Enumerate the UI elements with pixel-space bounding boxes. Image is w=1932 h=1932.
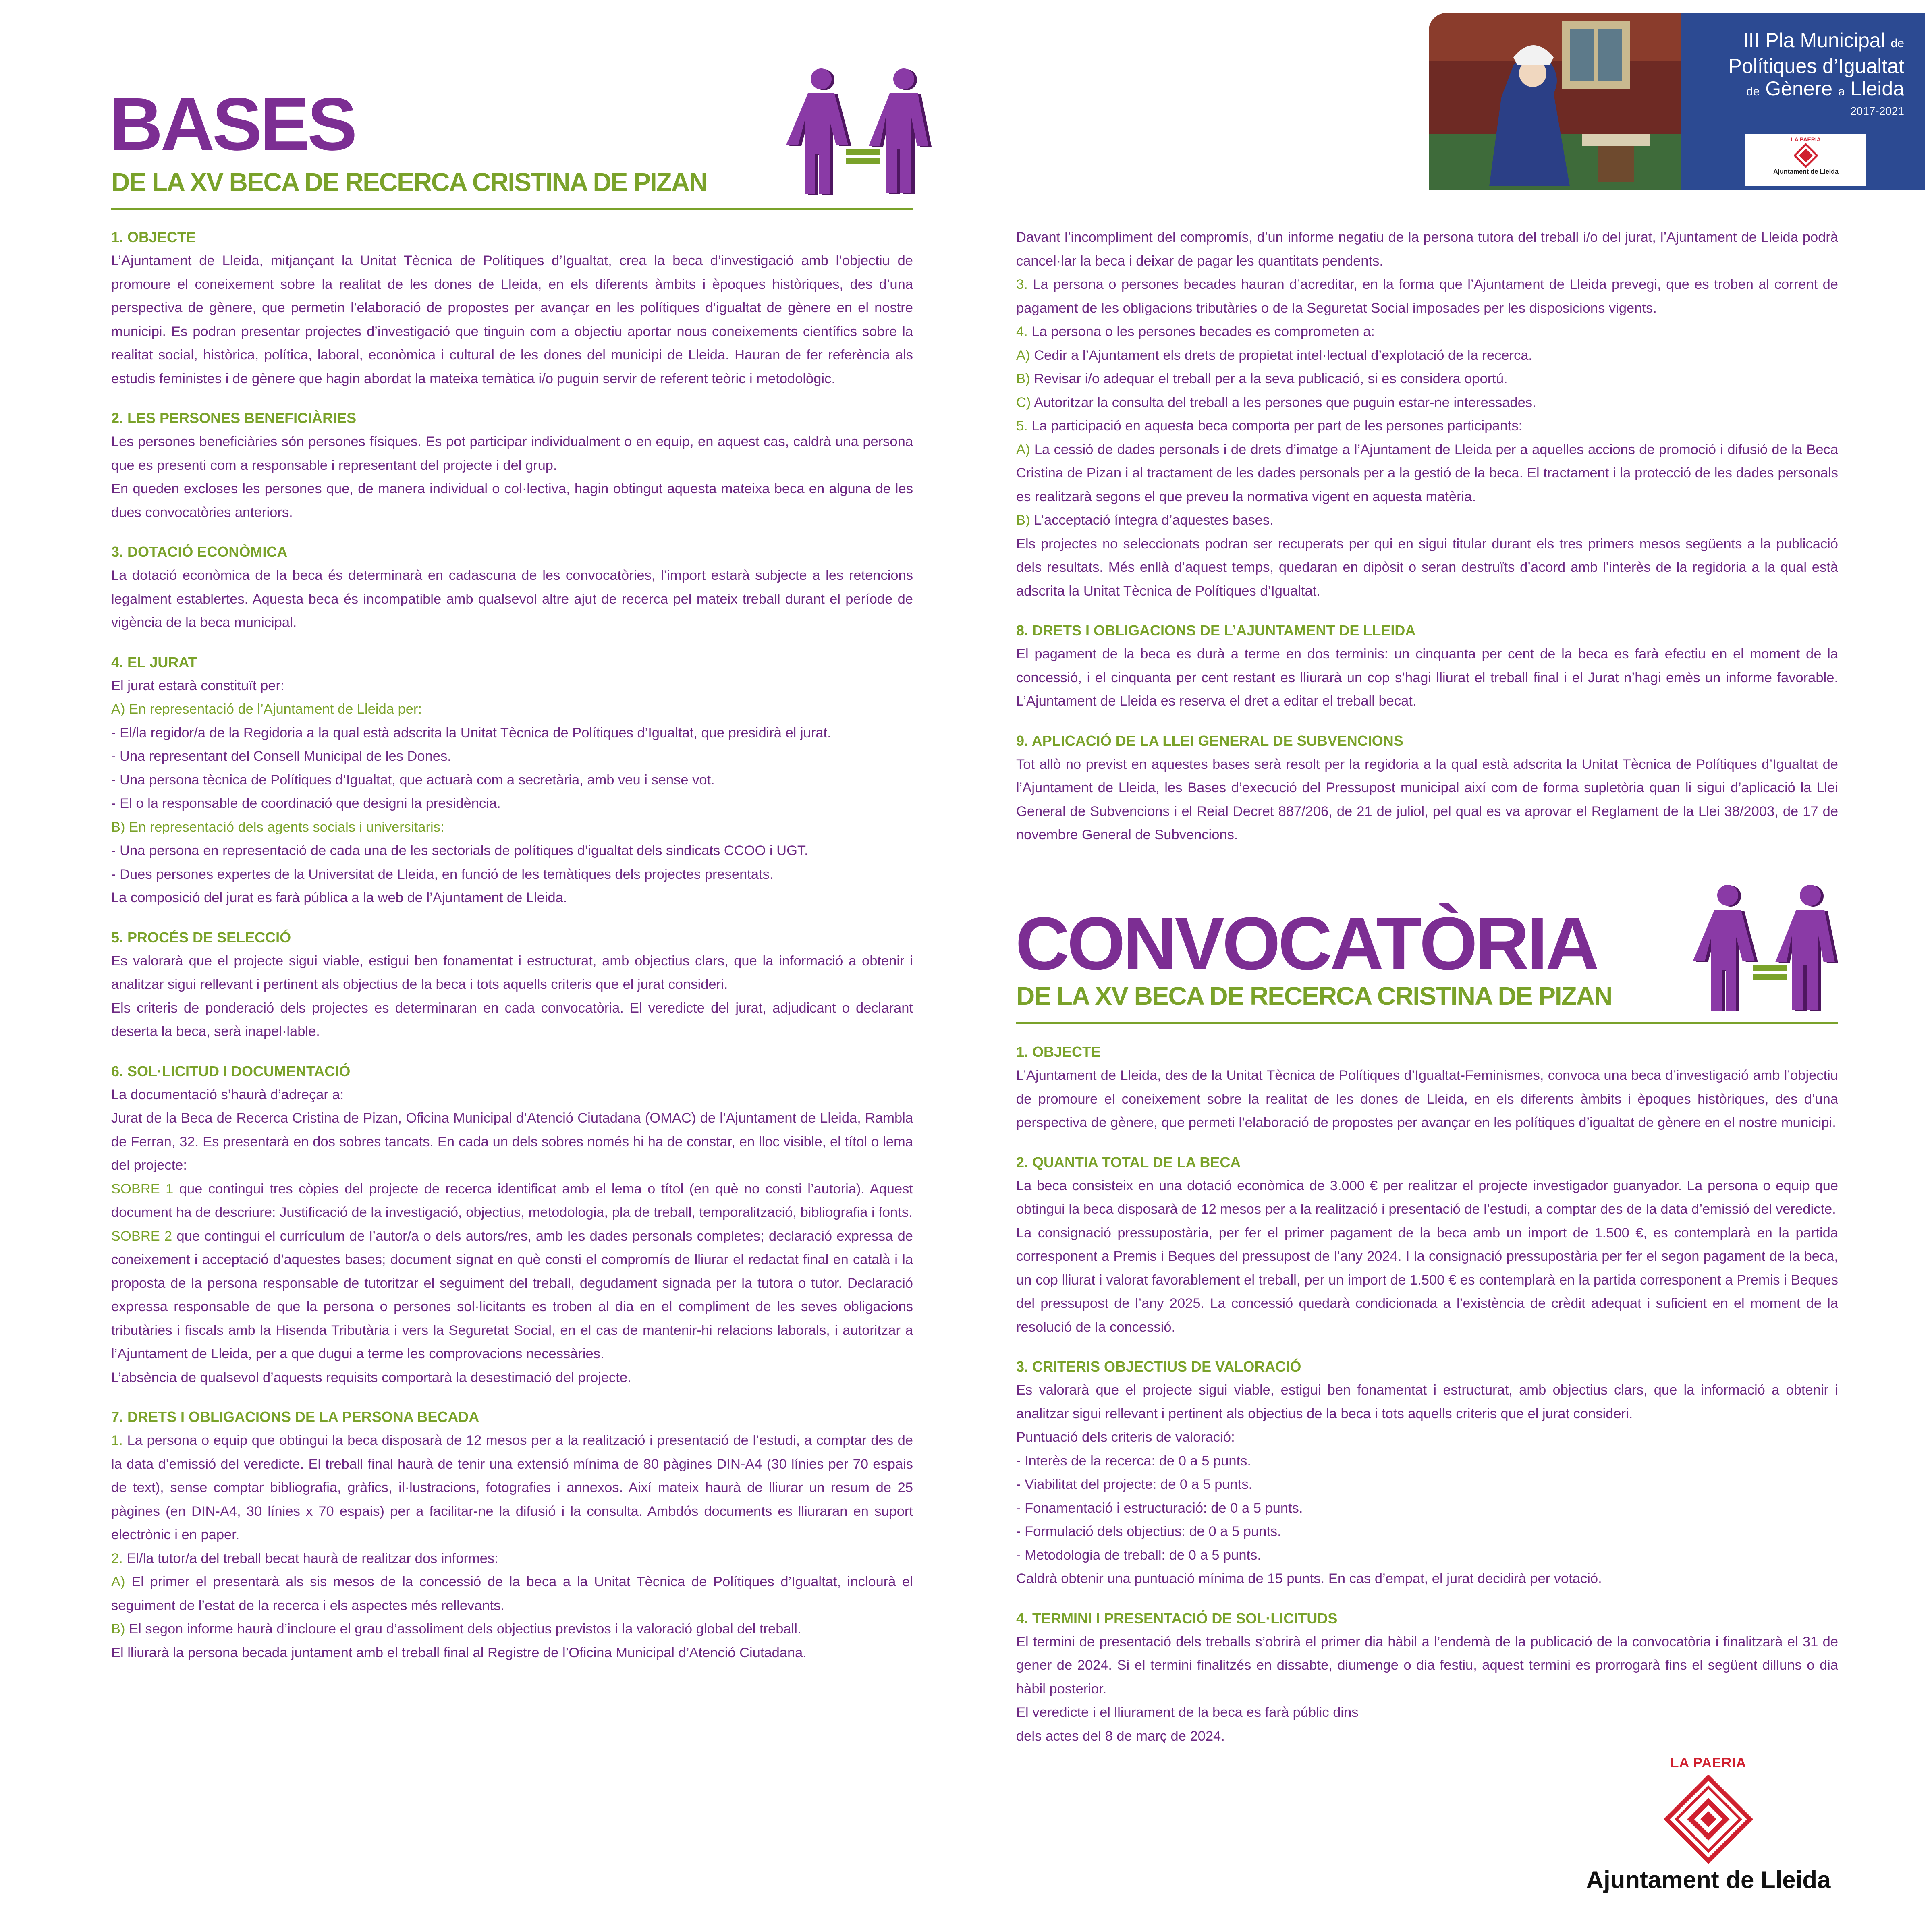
section-text [1016,320,1838,344]
section-text [1016,367,1838,391]
section-drets-becada-cont [1016,226,1838,603]
list-item: - Interès de la recerca: de 0 a 5 punts. [1016,1453,1251,1469]
item-text: La cessió de dades personals i de drets d’imatge a l’Ajuntament de Lleida per a aquelles accions de promoció i difusió de la Beca Cristina de Pizan i al tractament de les dades personals per a la gestió de la beca. El tractament i la protecció de les dades personals es realitzarà segons el que preveu la normativa vigent en aquesta matèria. [1016,442,1838,504]
banner-line3-prefix: de [1746,85,1760,98]
list-item: - El o la responsable de coordinació que designi la presidència. [111,796,501,811]
section-text: Puntuació dels criteris de valoració: [1016,1430,1235,1445]
section-text [1016,508,1838,532]
section-text: En queden excloses les persones que, de manera individual o col·lectiva, hagin obtingut aquesta mateixa beca en alguna de les dues convocatòries anteriors. [111,481,913,520]
section-text: L’Ajuntament de Lleida, des de la Unitat Tècnica de Polítiques d’Igualtat-Feminismes, convoca una beca d’investigació amb l’objectiu de promoure el coneixement sobre la realitat de les dones de Lleida, en els diferents àmbits i èpoques històriques, des d’una perspectiva de gènere, que permeti l’elaboració de propostes per avançar en les polítiques d’igualtat de gènere en el nostre municipi. [1016,1068,1838,1130]
section-text: El pagament de la beca es durà a terme en dos terminis: un cinquanta per cent de la beca es farà efectiu en el moment de la concessió, i el cinquanta per cent restant es lliurarà un cop s’hagi lliurat el treball final i el Jurat n’hagi emès un informe favorable. L’Ajuntament de Lleida es reserva el dret a editar el treball becat. [1016,646,1838,709]
item-text: La participació en aquesta beca comporta per part de les persones participants: [1027,418,1523,434]
gender-equality-icon [786,68,947,197]
item-letter: B) [111,1621,125,1637]
section-text: Davant l’incompliment del compromís, d’un informe negatiu de la persona tutora del treball i/o del jurat, l’Ajuntament de Lleida podrà cancel·lar la beca i deixar de pagar les quantitats pendents. [1016,230,1838,269]
section-text [1016,414,1838,438]
banner-logo-top: LA PAERIA [1791,136,1821,143]
item-letter: B) [1016,513,1030,528]
item-number: 5. [1016,418,1028,434]
list-item: - Una persona en representació de cada una de les sectorials de polítiques d’igualtat dels sindicats CCOO i UGT. [111,843,808,858]
item-letter: A) [1016,347,1030,363]
item-text: L’acceptació íntegra d’aquestes bases. [1030,513,1274,528]
convocatoria-title: CONVOCATÒRIA [1015,902,1597,986]
item-text: Cedir a l’Ajuntament els drets de propietat intel·lectual d’explotació de la recerca. [1030,347,1532,363]
sobre2-label: SOBRE 2 [111,1228,172,1244]
section-text: dels actes del 8 de març de 2024. [1016,1728,1225,1744]
section-proces-seleccio [111,926,913,1044]
item-text: El primer el presentarà als sis mesos de la concessió de la beca a la Unitat Tècnica de Polítiques d’Igualtat, inclourà el seguiment de l’estat de la recerca i els aspectes més rellevants. [111,1574,913,1613]
item-letter: A) [1016,442,1030,457]
bases-subtitle: DE LA XV BECA DE RECERCA CRISTINA DE PIZAN [111,168,707,197]
section-text: La dotació econòmica de la beca és determinarà en cadascuna de les convocatòries, l’import estarà subjecte a les retencions legalment establertes. Aquesta beca és incompatible amb qualsevol altre ajut de recerca pel mateix treball durant el període de vigència de la beca municipal. [111,568,913,630]
illustration-image [1429,13,1681,190]
section-text [111,1224,913,1366]
bases-divider [111,208,913,210]
banner-line1: III Pla Municipal [1743,29,1885,52]
section-text: El lliurarà la persona becada juntament amb el treball final al Registre de l’Oficina Municipal d’Atenció Ciutadana. [111,1645,807,1660]
list-item: - Fonamentació i estructuració: de 0 a 5 punts. [1016,1500,1303,1516]
list-item: - El/la regidor/a de la Regidoria a la qual està adscrita la Unitat Tècnica de Polítiques d’Igualtat, que presidirà el jurat. [111,725,831,741]
bases-right-column [1016,226,1838,863]
convocatoria-column [1016,1040,1838,1764]
sobre1-text: que contingui tres còpies del projecte de recerca identificat amb el lema o títol (en què no consti l’autoria). Aquest document ha de descriure: Justificació de la investigació, objectius, metodologia, pla de treball, temporalització, bibliografia i fonts. [111,1181,913,1220]
section-jurat [111,651,913,910]
section-llei-subvencions [1016,729,1838,847]
section-text: Els projectes no seleccionats podran ser recuperats per qui en sigui titular durant els tres primers mesos següents a la publicació dels resultats. Més enllà d’aquest temps, quedaran en dipòsit o seran destruïts d’acord amb l’interès de la regidoria a la qual està adscrita la Unitat Tècnica de Polítiques d’Igualtat. [1016,536,1838,599]
section-text: Jurat de la Beca de Recerca Cristina de Pizan, Oficina Municipal d’Atenció Ciutadana (OMAC) de l’Ajuntament de Lleida, Rambla de Ferran, 32. Es presentarà en dos sobres tancats. En cada un dels sobres només hi ha de constar, en lloc visible, el títol o lema del projecte: [111,1110,913,1173]
item-number: 1. [111,1433,123,1448]
section-text: Tot allò no previst en aquestes bases serà resolt per la regidoria a la qual està adscrita la Unitat Tècnica de Polítiques d’Igualtat de l’Ajuntament de Lleida, les Bases d’execució del Pressupost municipal així com de forma supletòria quan li sigui d’aplicació la Llei General de Subvencions i el Reial Decret 887/206, de 21 de juliol, pel qual es va aprovar el Reglament de la Llei 38/2003, de 17 de novembre General de Subvencions. [1016,756,1838,843]
equals-icon [1753,965,1787,980]
item-number: 2. [111,1550,123,1566]
banner-text-panel [1681,13,1925,190]
section-text: La consignació pressupostària, per fer el primer pagament de la beca amb un import de 1.500 €, es contemplarà en la partida corresponent a Premis i Beques del pressupost de l’any 2024. I la consignació pressupostària per fer el segon pagament de la beca, un cop lliurat i valorat favorablement el treball, per un import de 1.500 € es contemplarà en la partida corresponent a Premis i Beques del pressupost de l’any 2025. La concessió quedarà condicionada a l’existència de crèdit adequat i suficient en el moment de la resolució de la concessió. [1016,1225,1838,1335]
bases-left-column [111,226,913,1681]
convocatoria-divider [1016,1022,1838,1024]
pla-municipal-banner [1429,13,1925,190]
section-text: Es valorarà que el projecte sigui viable, estigui ben fonamentat i estructurat, amb objectius clars, que la informació a obtenir i analitzar sigui rellevant i pertinent als objectius de la beca i tots aquells criteris que el jurat consideri. [1016,1382,1838,1422]
section-text [111,1177,913,1224]
item-letter: A) [111,1574,125,1590]
section-heading: 4. TERMINI I PRESENTACIÓ DE SOL·LICITUDS [1016,1610,1338,1627]
bases-title: BASES [109,83,355,166]
gender-equality-icon [1692,885,1853,1014]
paeria-shield-icon [1664,1775,1753,1864]
banner-logo-bottom: Ajuntament de Lleida [1773,168,1839,175]
equals-icon [846,149,880,164]
woman-figure-icon [786,68,851,195]
section-heading: 3. CRITERIS OBJECTIUS DE VALORACIÓ [1016,1358,1301,1375]
conv-section-quantia [1016,1151,1838,1339]
section-text [1016,391,1838,415]
item-number: 4. [1016,324,1028,339]
conv-section-criteris [1016,1355,1838,1591]
logo-ajuntament-name: Ajuntament de Lleida [1586,1866,1831,1893]
woman-figure-icon [1693,885,1758,1011]
section-heading: 7. DRETS I OBLIGACIONS DE LA PERSONA BECADA [111,1409,479,1425]
man-figure-icon [869,68,932,194]
sobre1-label: SOBRE 1 [111,1181,174,1197]
section-drets-ajuntament [1016,619,1838,713]
section-text: L’absència de qualsevol d’aquests requisits comportarà la desestimació del projecte. [111,1370,631,1385]
item-text: El/la tutor/a del treball becat haurà de realitzar dos informes: [122,1550,498,1566]
item-number: 3. [1016,277,1028,292]
conv-section-objecte [1016,1040,1838,1135]
subsection-label: A) En representació de l’Ajuntament de Lleida per: [111,701,422,717]
section-text: Les persones beneficiàries són persones físiques. Es pot participar individualment o en equip, en aquest cas, caldrà una persona que es presenti com a responsable i representant del projecte i del grup. [111,434,913,473]
banner-line3-word2: Lleida [1850,77,1904,100]
list-item: - Una persona tècnica de Polítiques d’Igualtat, que actuarà com a secretària, amb veu i sense vot. [111,772,715,788]
section-dotacio [111,540,913,635]
sobre2-text: que contingui el currículum de l’autor/a o dels autors/res, amb les dades personals completes; declaració expressa de coneixement i acceptació d’aquestes bases; document signat en què consti el compromís de lliurar el redactat final en català i la proposta de la persona responsable de tutoritzar el seguiment del treball, degudament signada per la tutora o tutor. Declaració expressa responsable de que la persona o persones sol·licitants es troben al dia en el compliment de les seves obligacions tributàries i fiscals amb la Hisenda Tributària i vers la Seguretat Social, en el cas de mantenir-hi relacions laborals, i autoritzar a l’Ajuntament de Lleida, per a que dugui a terme les comprovacions necessàries. [111,1228,913,1361]
section-heading: 2. LES PERSONES BENEFICIÀRIES [111,410,357,426]
item-text: Autoritzar la consulta del treball a les persones que puguin estar-ne interessades. [1031,394,1536,410]
list-item: - Una representant del Consell Municipal de les Dones. [111,749,451,764]
list-item: - Viabilitat del projecte: de 0 a 5 punts. [1016,1477,1253,1492]
man-figure-icon [1775,885,1838,1011]
paeria-shield-icon [1794,143,1818,168]
section-text: La beca consisteix en una dotació econòmica de 3.000 € per realitzar el projecte investigador guanyador. La persona o equip que obtingui la beca disposarà de 12 mesos per a la realització i presentació de l’estudi, a comptar des de la data d’emissió del veredicte. [1016,1178,1838,1217]
section-text [1016,344,1838,367]
list-item: - Metodologia de treball: de 0 a 5 punts. [1016,1547,1261,1563]
section-text: La composició del jurat es farà pública a la web de l’Ajuntament de Lleida. [111,890,567,905]
banner-line3-conj: a [1838,85,1845,98]
banner-years: 2017-2021 [1850,105,1904,117]
section-text [111,1429,913,1547]
section-text: Els criteris de ponderació dels projectes es determinaran en cada convocatòria. El veredicte del jurat, adjudicant o declarant deserta la beca, serà inapel·lable. [111,1000,913,1039]
section-text: L’Ajuntament de Lleida, mitjançant la Unitat Tècnica de Polítiques d’Igualtat, crea la beca d’investigació amb l’objectiu de promoure el coneixement sobre la realitat de les dones de Lleida, en els diferents àmbits i èpoques històriques, des d’una perspectiva de gènere, que permetin l’elaboració de propostes per avançar en les polítiques d’igualtat de gènere en el nostre municipi. Es podran presentar projectes d’investigació que tinguin com a objectiu aportar nous coneixements científics sobre la realitat social, històrica, política, laboral, econòmica i cultural de les dones del municipi de Lleida. Hauran de fer referència als estudis feministes i de gènere que hagin abordat la mateixa temàtica i/o puguin servir de referent teòric i metodològic. [111,253,913,386]
section-heading: 8. DRETS I OBLIGACIONS DE L’AJUNTAMENT DE LLEIDA [1016,622,1416,639]
section-heading: 6. SOL·LICITUD I DOCUMENTACIÓ [111,1062,351,1079]
conv-section-termini [1016,1607,1838,1748]
section-text: Caldrà obtenir una puntuació mínima de 15 punts. En cas d’empat, el jurat decidirà per votació. [1016,1571,1602,1586]
section-text: El jurat estarà constituït per: [111,678,284,693]
section-text [1016,438,1838,509]
section-text [111,1547,913,1571]
list-item: - Formulació dels objectius: de 0 a 5 punts. [1016,1524,1281,1539]
section-text: El veredicte i el lliurament de la beca es farà públic dins [1016,1705,1359,1720]
section-heading: 4. EL JURAT [111,654,197,670]
item-text: La persona o les persones becades es comprometen a: [1027,324,1375,339]
item-text: El segon informe haurà d’incloure el grau d’assoliment dels objectius previstos i la valoració global del treball. [125,1621,801,1637]
section-heading: 3. DOTACIÓ ECONÒMICA [111,544,288,560]
banner-line3-word1: Gènere [1765,77,1833,100]
list-item: - Dues persones expertes de la Universitat de Lleida, en funció de les temàtiques dels projectes presentats. [111,866,774,882]
item-text: La persona o persones becades hauran d’acreditar, en la forma que l’Ajuntament de Lleida prevegi, que es troben al corrent de pagament de les obligacions tributàries o de la Seguretat Social imposades per les disposicions vigents. [1016,277,1838,316]
banner-line1-suffix: de [1890,37,1904,50]
section-text: El termini de presentació dels treballs s’obrirà el primer dia hàbil a l’endemà de la publicació de la convocatòria i finalitzarà el 31 de gener de 2024. Si el termini finalitzés en dissabte, diumenge o dia festiu, aquest termini es prorrogarà fins el següent dilluns o dia hàbil posterior. [1016,1634,1838,1697]
logo-la-paeria: LA PAERIA [1670,1755,1747,1770]
banner-line2: Polítiques d’Igualtat [1728,55,1904,77]
section-heading: 9. APLICACIÓ DE LA LLEI GENERAL DE SUBVENCIONS [1016,732,1403,749]
banner-logo [1745,134,1866,186]
section-text: La documentació s’haurà d’adreçar a: [111,1087,344,1102]
subsection-label: B) En representació dels agents socials i universitaris: [111,819,444,835]
section-sollicitud [111,1060,913,1390]
section-text [111,1617,913,1641]
section-heading: 1. OBJECTE [111,229,196,245]
item-letter: B) [1016,371,1030,386]
item-letter: C) [1016,394,1031,410]
section-heading: 1. OBJECTE [1016,1044,1101,1060]
section-heading: 2. QUANTIA TOTAL DE LA BECA [1016,1154,1241,1170]
section-objecte [111,226,913,390]
section-text [1016,273,1838,320]
section-beneficiaries [111,407,913,524]
item-text: Revisar i/o adequar el treball per a la seva publicació, si es considera oportú. [1030,371,1508,386]
ajuntament-logo [1571,1755,1845,1894]
section-heading: 5. PROCÉS DE SELECCIÓ [111,929,291,946]
convocatoria-subtitle: DE LA XV BECA DE RECERCA CRISTINA DE PIZAN [1016,982,1612,1011]
section-text [111,1570,913,1617]
section-drets-becada [111,1405,913,1664]
section-text: Es valorarà que el projecte sigui viable, estigui ben fonamentat i estructurat, amb objectius clars, que la informació a obtenir i analitzar sigui rellevant i pertinent als objectius de la beca i tots aquells criteris que el jurat consideri. [111,953,913,992]
item-text: La persona o equip que obtingui la beca disposarà de 12 mesos per a la realització i presentació de l’estudi, a comptar des de la data d’emissió del veredicte. El treball final haurà de tenir una extensió mínima de 80 pàgines DIN-A4 (30 línies per 70 espais de text), sense comptar bibliografia, gràfics, il·lustracions, fotografies i annexos. Així mateix haurà de lliurar un resum de 25 pàgines (en DIN-A4, 30 línies x 70 espais) per a facilitar-ne la difusió i la consulta. Ambdós documents es lliuraran en suport electrònic i en paper. [111,1433,913,1542]
